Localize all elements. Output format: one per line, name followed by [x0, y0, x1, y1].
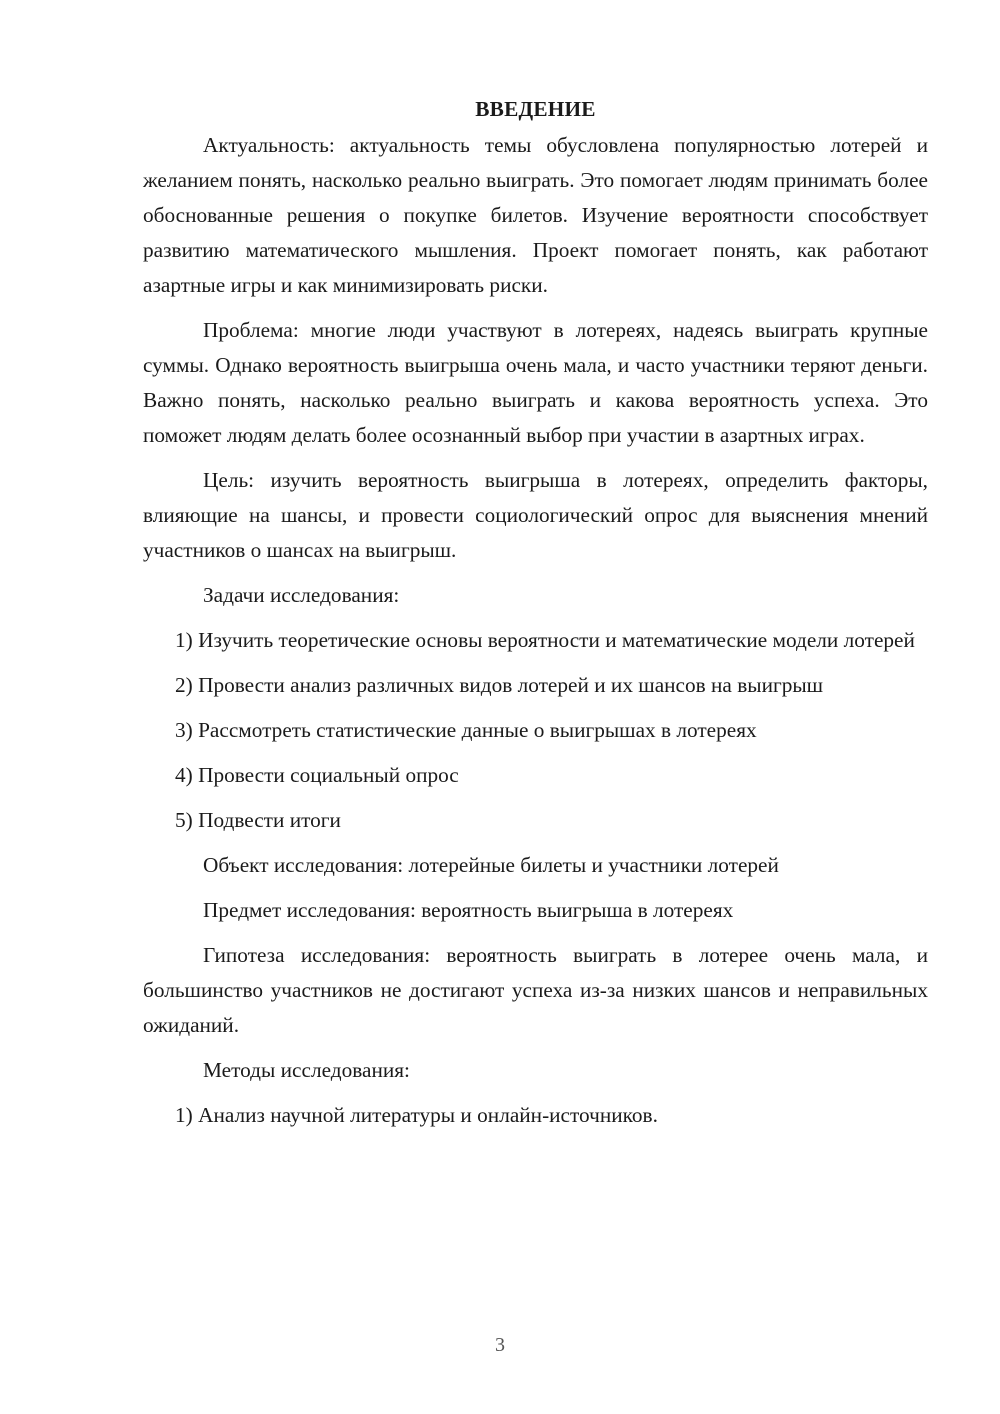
- problem-paragraph: Проблема: многие люди участвуют в лотереях, надеясь выиграть крупные суммы. Однако вероятность выигрыша очень мала, и часто участники теряют деньги. Важно понять, насколько реально выиграть и какова вероятность успеха. Это поможет людям делать более осознанный выбор при участии в азартных играх.: [143, 318, 928, 447]
- task-item-4: 4) Провести социальный опрос: [175, 763, 459, 787]
- document-page: [143, 92, 928, 1133]
- task-item-1: 1) Изучить теоретические основы вероятности и математические модели лотерей: [175, 628, 915, 652]
- relevance-paragraph: Актуальность: актуальность темы обусловлена популярностью лотерей и желанием понять, насколько реально выиграть. Это помогает людям принимать более обоснованные решения о покупке билетов. Изучение вероятности способствует развитию математического мышления. Проект помогает понять, как работают азартные игры и как минимизировать риски.: [143, 133, 928, 297]
- page-number: 3: [495, 1334, 505, 1356]
- object-paragraph: Объект исследования: лотерейные билеты и участники лотерей: [203, 853, 779, 877]
- method-item-1: 1) Анализ научной литературы и онлайн-источников.: [175, 1103, 658, 1127]
- hypothesis-paragraph: Гипотеза исследования: вероятность выиграть в лотерее очень мала, и большинство участников не достигают успеха из-за низких шансов и неправильных ожиданий.: [143, 943, 928, 1037]
- task-item-3: 3) Рассмотреть статистические данные о выигрышах в лотереях: [175, 718, 757, 742]
- subject-paragraph: Предмет исследования: вероятность выигрыша в лотереях: [203, 898, 734, 922]
- section-heading: ВВЕДЕНИЕ: [475, 97, 596, 121]
- task-item-2: 2) Провести анализ различных видов лотерей и их шансов на выигрыш: [175, 673, 824, 697]
- task-item-5: 5) Подвести итоги: [175, 808, 341, 832]
- tasks-heading: Задачи исследования:: [203, 583, 400, 607]
- methods-heading: Методы исследования:: [203, 1058, 410, 1082]
- goal-paragraph: Цель: изучить вероятность выигрыша в лотереях, определить факторы, влияющие на шансы, и провести социологический опрос для выяснения мнений участников о шансах на выигрыш.: [143, 468, 928, 562]
